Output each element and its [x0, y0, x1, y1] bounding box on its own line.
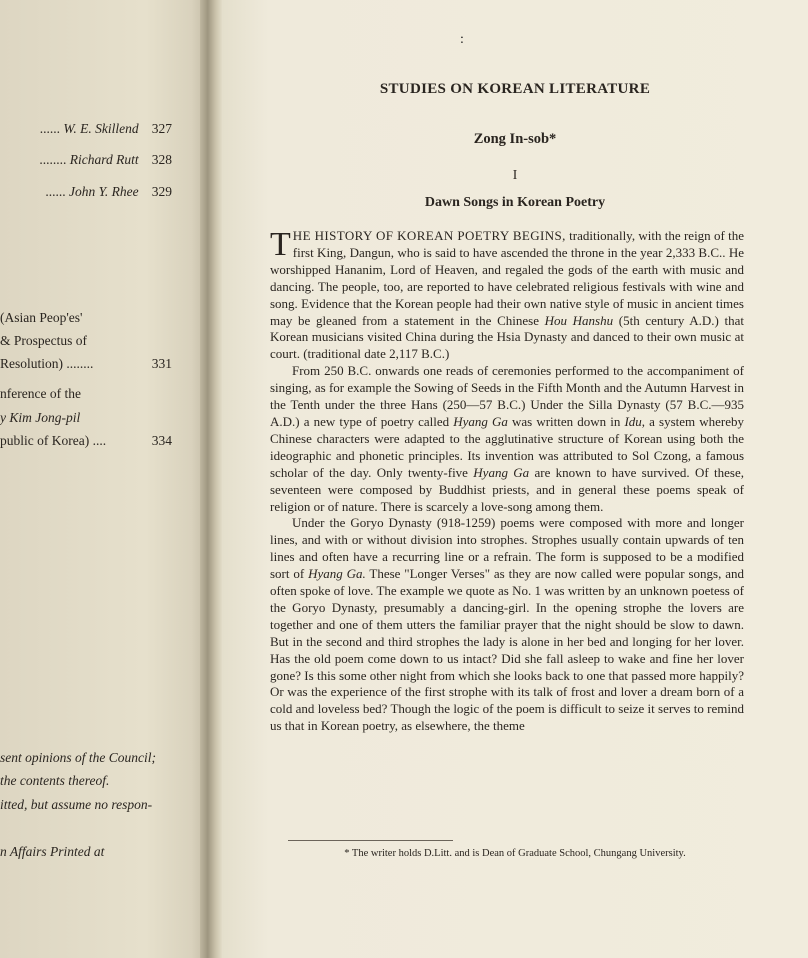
previous-page — [0, 0, 208, 958]
section-heading: Dawn Songs in Korean Poetry — [424, 195, 606, 210]
toc-text-line: Resolution) ........ — [0, 356, 94, 371]
toc-author: Richard Rutt — [69, 152, 139, 167]
footnote-rule — [288, 840, 453, 841]
toc-entry — [0, 121, 172, 137]
toc-entry — [0, 356, 172, 372]
paragraph — [270, 228, 744, 363]
italic-term: Hyang Ga — [453, 413, 508, 429]
text-run: These "Longer Verses" as they are now called were popular songs, and often spoke of love. The example we quote as No. 1 was written by an unknown poetess of the Goryo Dynasty, presumably a dancing-girl. In the opening strophe the lovers are together and one of them utters the familiar prayer that the night should be slow to dawn. But in the second and third strophes the lady is alone in her bed and longing for her lover. Has the old poem come down to us intact? Did she fall asleep to wake and fine her lover gone? Is this some other night from which she looks back to one that passed more happily? Or was the experience of the first strophe with its talk of frost and lover a dream born of a cold and loveless bed? Though the logic of the poem is difficult to seize it serves to remind us that in Korean poetry, as elsewhere, the theme — [270, 566, 744, 734]
toc-page-number: 327 — [151, 121, 172, 136]
article-author: Zong In-sob* — [473, 131, 557, 147]
section-number: I — [512, 167, 518, 182]
text-run: , a system whereby Chinese characters were adapted to the agglutinative structure of Korean using both the ideographic and phonetic principles. Its invention was attributed to Sol Czong, a famous scholar of the day. Only twenty-five — [270, 413, 744, 480]
masthead-note-line: sent opinions of the Council; — [0, 750, 156, 765]
article-title: STUDIES ON KOREAN LITERATURE — [379, 81, 651, 97]
masthead-note-line: the contents thereof. — [0, 773, 110, 788]
text-run: (5th century A.D.) that Korean musicians visited China during the Hsia Dynasty and danced to their own music at court. (traditional date 2,117 B.C.) — [270, 312, 744, 362]
toc-leader: ...... — [39, 121, 60, 136]
ink-marks: : — [460, 32, 464, 47]
toc-page-number: 328 — [151, 152, 172, 167]
paragraph — [270, 515, 744, 735]
toc-page-number: 329 — [151, 184, 172, 199]
italic-term: Hyang Ga. — [308, 566, 366, 582]
toc-entry — [0, 184, 172, 200]
italic-title: Hou Hanshu — [544, 312, 614, 328]
opening-words: HE HISTORY OF KOREAN POETRY BEGINS, — [292, 228, 566, 243]
paragraph — [270, 363, 744, 515]
toc-page-number: 331 — [151, 356, 172, 371]
article-page — [222, 0, 808, 958]
toc-text-line: public of Korea) .... — [0, 433, 107, 448]
toc-text-line: (Asian Peop'es' — [0, 310, 83, 325]
drop-cap: T — [270, 226, 291, 263]
text-run: traditionally, with the reign of the first King, Dangun, who is said to have ascended the throne in the year 2,333 B.C.. He worshipped Hananim, Lord of Heaven, and regaled the gods of the earth with music and dancing. The people, too, are reported to have celebrated religious festivals with wine and song. Evidence that the Korean people had their own native style of music in ancient times may be gleaned from a statement in the Chinese — [270, 228, 744, 328]
italic-term: Hyang Ga — [473, 464, 530, 480]
toc-text-line: y Kim Jong-pil — [0, 410, 81, 425]
text-run: are known to have survived. Of these, seventeen were composed by Buddhist priests, and in general these poems speak of religion or of nature. There is scarcely a love-song among them. — [270, 464, 745, 514]
toc-author: John Y. Rhee — [69, 184, 139, 199]
text-run: Under the Goryo Dynasty (918-1259) poems were composed with more and longer lines, and with or without division into strophes. Strophes usually contain upwards of ten lines and often have a recurring line or a refrain. The form is supposed to be a modified sort of — [270, 515, 744, 582]
toc-leader: ...... — [45, 184, 66, 199]
masthead-note-line: itted, but assume no respon- — [0, 797, 153, 812]
book-gutter — [200, 0, 222, 958]
toc-text-line: nference of the — [0, 386, 81, 401]
footnote: * The writer holds D.Litt. and is Dean of Graduate School, Chungang University. — [344, 848, 686, 859]
toc-leader: ........ — [39, 152, 67, 167]
text-run: was written down in — [507, 413, 625, 429]
masthead-note-line: n Affairs Printed at — [0, 844, 105, 859]
toc-entry — [0, 152, 172, 168]
toc-text-line: & Prospectus of — [0, 333, 87, 348]
toc-page-number: 334 — [151, 433, 172, 448]
toc-author: W. E. Skillend — [63, 121, 139, 136]
text-run: From 250 B.C. onwards one reads of ceremonies performed to the accompaniment of singing, as for example the Sowing of Seeds in the Fifth Month and the Autumn Harvest in the Tenth under the three Hans (250—57 B.C.) Under the Silla Dynasty (57 B.C.—935 A.D.) a new type of poetry called — [270, 363, 744, 429]
toc-entry — [0, 433, 172, 449]
article-body — [270, 228, 744, 735]
italic-term: Idu — [624, 413, 642, 429]
